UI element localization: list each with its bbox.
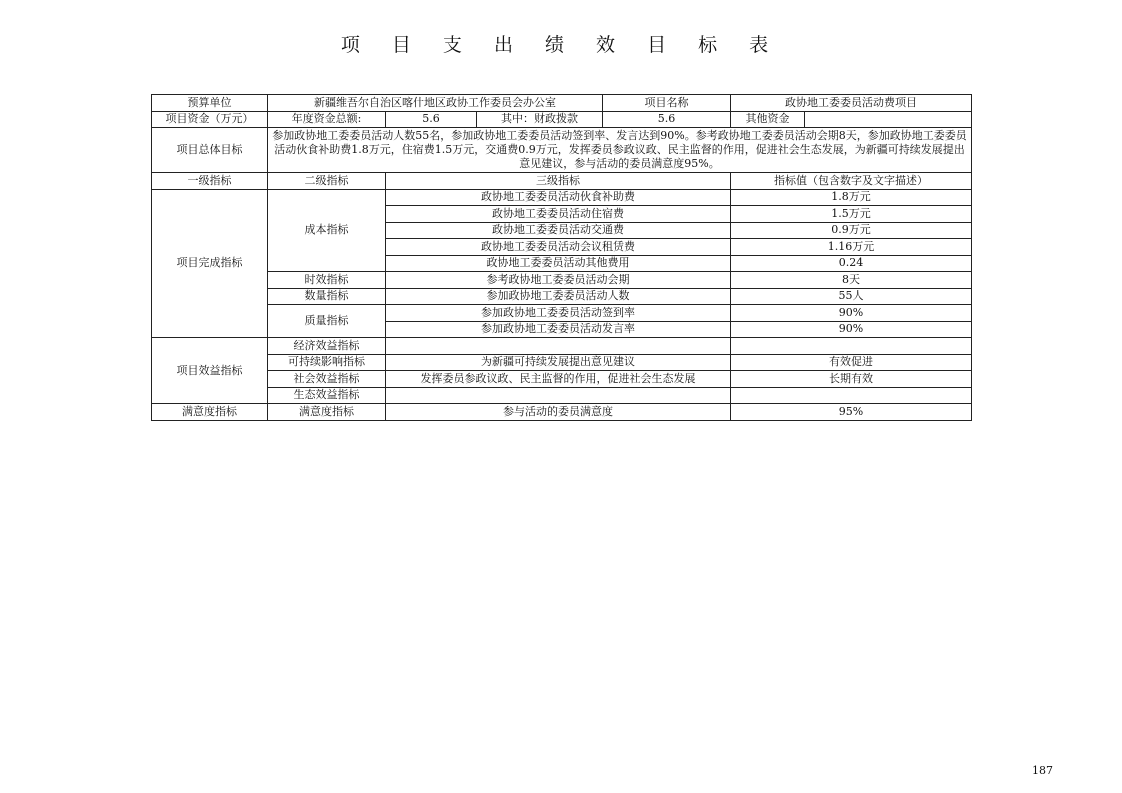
level2-indicator: 成本指标 xyxy=(268,189,386,272)
level2-indicator: 生态效益指标 xyxy=(268,387,386,404)
level3-indicator: 政协地工委委员活动住宿费 xyxy=(386,206,731,223)
level3-indicator xyxy=(386,338,731,355)
indicator-value: 1.16万元 xyxy=(731,239,972,256)
indicator-value: 90% xyxy=(731,305,972,322)
page-title: 项 目 支 出 绩 效 目 标 表 xyxy=(340,34,782,56)
page-number: 187 xyxy=(1032,764,1053,777)
level3-indicator xyxy=(386,387,731,404)
header-row xyxy=(152,95,972,112)
level3-indicator: 参加政协地工委委员活动人数 xyxy=(386,288,731,305)
indicator-value: 1.5万元 xyxy=(731,206,972,223)
level3-indicator: 为新疆可持续发展提出意见建议 xyxy=(386,354,731,371)
indicator-value xyxy=(731,387,972,404)
table-row xyxy=(152,338,972,355)
funds-row xyxy=(152,111,972,128)
indicator-value: 0.9万元 xyxy=(731,222,972,239)
table-row xyxy=(152,354,972,371)
indicator-value: 55人 xyxy=(731,288,972,305)
funds-other-value xyxy=(805,111,972,128)
budget-unit-label: 预算单位 xyxy=(152,95,268,112)
col-level2-header: 二级指标 xyxy=(268,173,386,190)
budget-unit-value: 新疆维吾尔自治区喀什地区政协工作委员会办公室 xyxy=(268,95,603,112)
level2-indicator: 可持续影响指标 xyxy=(268,354,386,371)
indicator-value: 有效促进 xyxy=(731,354,972,371)
overall-goal-row xyxy=(152,128,972,173)
table-row xyxy=(152,305,972,322)
funds-total-value: 5.6 xyxy=(386,111,477,128)
level1-indicator: 项目效益指标 xyxy=(152,338,268,404)
indicator-value: 1.8万元 xyxy=(731,189,972,206)
level1-indicator: 项目完成指标 xyxy=(152,189,268,338)
funds-other-label: 其他资金 xyxy=(731,111,805,128)
col-level1-header: 一级指标 xyxy=(152,173,268,190)
level3-indicator: 政协地工委委员活动伙食补助费 xyxy=(386,189,731,206)
col-level3-header: 三级指标 xyxy=(386,173,731,190)
funds-fiscal-value: 5.6 xyxy=(603,111,731,128)
indicator-value: 90% xyxy=(731,321,972,338)
indicator-value: 长期有效 xyxy=(731,371,972,388)
level3-indicator: 参与活动的委员满意度 xyxy=(386,404,731,421)
indicator-value: 95% xyxy=(731,404,972,421)
level3-indicator: 参加政协地工委委员活动发言率 xyxy=(386,321,731,338)
project-name-value: 政协地工委委员活动费项目 xyxy=(731,95,972,112)
level3-indicator: 政协地工委委员活动会议租赁费 xyxy=(386,239,731,256)
overall-goal-text: 参加政协地工委委员活动人数55名，参加政协地工委委员活动签到率、发言达到90%。参考政协地工委委员活动会期8天，参加政协地工委委员活动伙食补助费1.8万元，住宿费1.5万元，交通费0.9万元，发挥委员参政议政、民主监督的作用，促进社会生态发展，为新疆可持续发展提出意见建议，参与活动的委员满意度95%。 xyxy=(268,128,972,173)
funds-total-label: 年度资金总额: xyxy=(268,111,386,128)
performance-table xyxy=(151,94,972,421)
level1-indicator: 满意度指标 xyxy=(152,404,268,421)
table-row xyxy=(152,288,972,305)
level3-indicator: 参加政协地工委委员活动签到率 xyxy=(386,305,731,322)
funds-fiscal-label: 其中：财政拨款 xyxy=(477,111,603,128)
indicator-value: 8天 xyxy=(731,272,972,289)
col-value-header: 指标值（包含数字及文字描述） xyxy=(731,173,972,190)
level3-indicator: 政协地工委委员活动其他费用 xyxy=(386,255,731,272)
table-row xyxy=(152,404,972,421)
level2-indicator: 时效指标 xyxy=(268,272,386,289)
level2-indicator: 经济效益指标 xyxy=(268,338,386,355)
project-name-label: 项目名称 xyxy=(603,95,731,112)
level2-indicator: 社会效益指标 xyxy=(268,371,386,388)
level2-indicator: 质量指标 xyxy=(268,305,386,338)
indicator-value: 0.24 xyxy=(731,255,972,272)
funds-label: 项目资金（万元） xyxy=(152,111,268,128)
overall-goal-label: 项目总体目标 xyxy=(152,128,268,173)
level2-indicator: 满意度指标 xyxy=(268,404,386,421)
table-row xyxy=(152,189,972,206)
table-row xyxy=(152,387,972,404)
level3-indicator: 发挥委员参政议政、民主监督的作用，促进社会生态发展 xyxy=(386,371,731,388)
column-header-row xyxy=(152,173,972,190)
table-row xyxy=(152,371,972,388)
table-row xyxy=(152,272,972,289)
indicator-value xyxy=(731,338,972,355)
level3-indicator: 参考政协地工委委员活动会期 xyxy=(386,272,731,289)
level2-indicator: 数量指标 xyxy=(268,288,386,305)
level3-indicator: 政协地工委委员活动交通费 xyxy=(386,222,731,239)
